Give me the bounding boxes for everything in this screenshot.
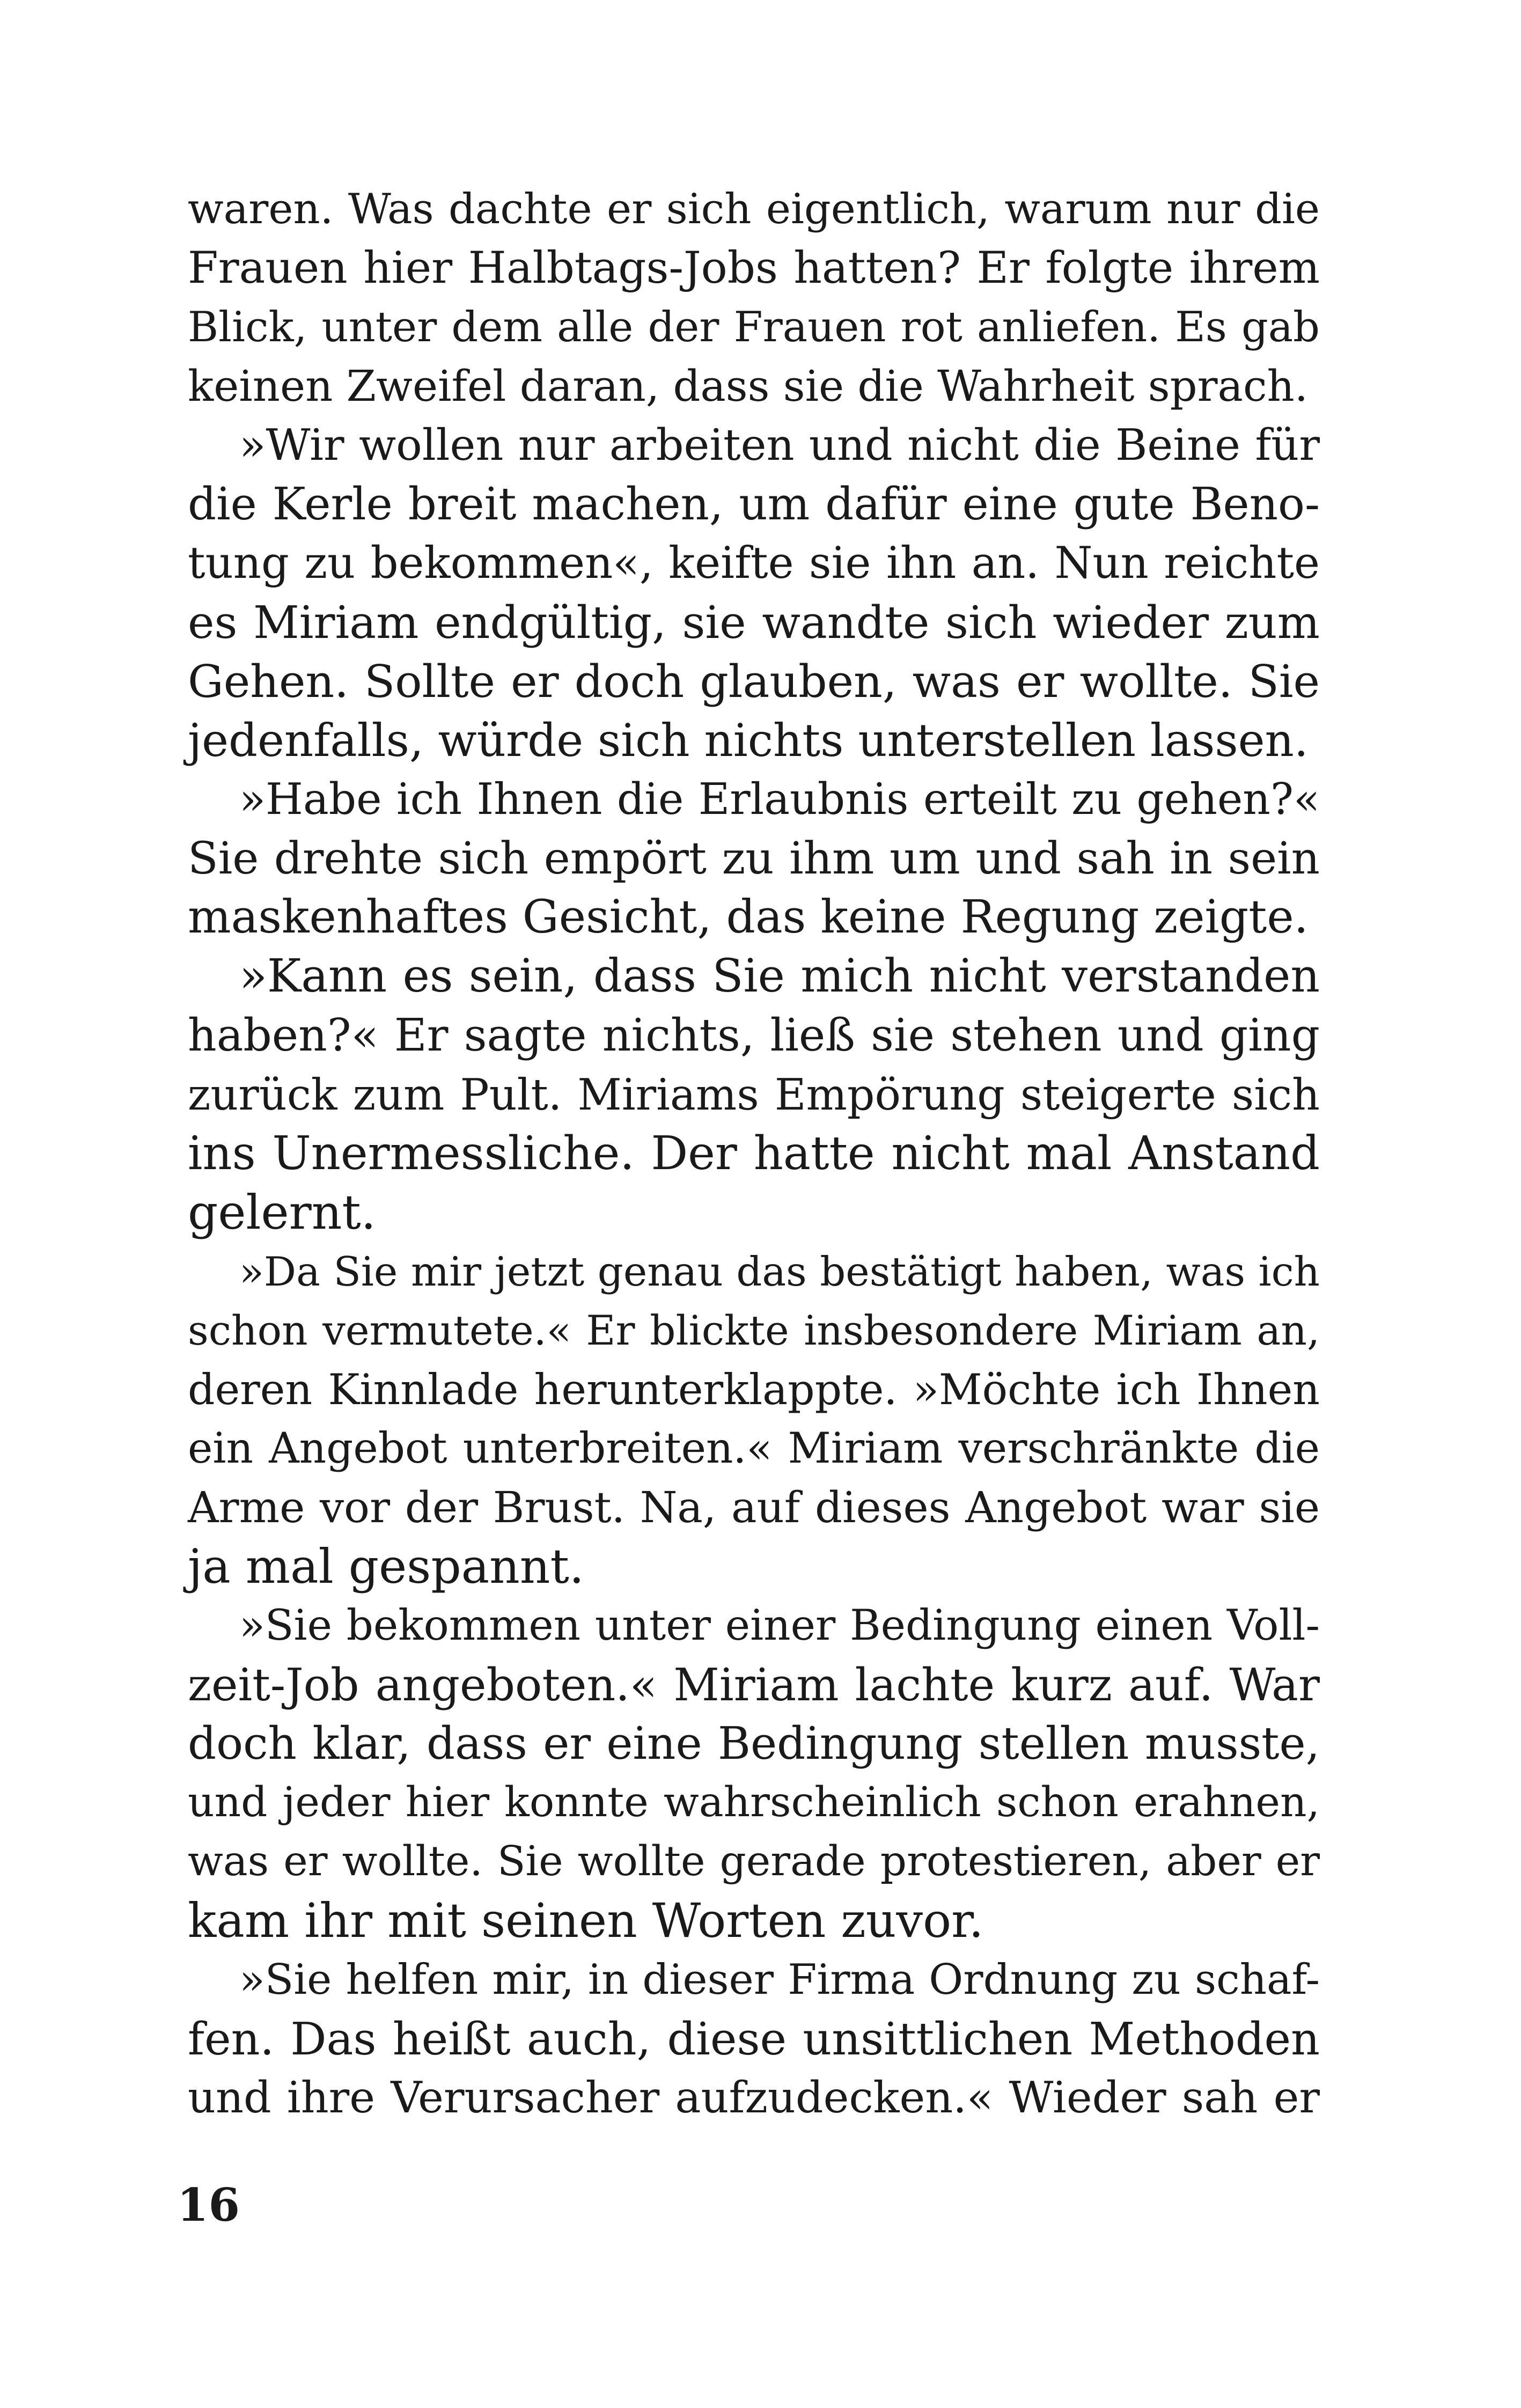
text-line: es Miriam endgültig, sie wandte sich wieder zum — [188, 596, 1320, 649]
text-line: zeit-Job angeboten.« Miriam lachte kurz auf. War — [188, 1658, 1320, 1711]
text-line: kam ihr mit seinen Worten zuvor. — [188, 1893, 984, 1948]
text-line: zurück zum Pult. Miriams Empörung steigerte sich — [188, 1069, 1320, 1120]
text-line: und jeder hier konnte wahrscheinlich schon erahnen, — [188, 1779, 1320, 1826]
text-line: Arme vor der Brust. Na, auf dieses Angebot war sie — [188, 1482, 1320, 1532]
text-line: »Wir wollen nur arbeiten und nicht die Beine für — [239, 420, 1320, 471]
text-line: schon vermutete.« Er blickte insbesondere Miriam an, — [188, 1307, 1320, 1354]
text-line: doch klar, dass er eine Bedingung stellen musste, — [188, 1717, 1320, 1770]
body-text — [188, 180, 1320, 2127]
text-line: Blick, unter dem alle der Frauen rot anliefen. Es gab — [188, 303, 1320, 351]
text-line: waren. Was dachte er sich eigentlich, warum nur die — [188, 185, 1320, 233]
text-line: ins Unermessliche. Der hatte nicht mal Anstand — [188, 1127, 1320, 1180]
text-line: maskenhaftes Gesicht, das keine Regung zeigte. — [188, 891, 1309, 944]
text-line: »Da Sie mir jetzt genau das bestätigt haben, was ich — [239, 1248, 1320, 1295]
text-line: »Sie bekommen unter einer Bedingung einen Voll- — [239, 1601, 1320, 1650]
text-line: und ihre Verursacher aufzudecken.« Wieder sah er — [188, 2073, 1320, 2123]
text-line: Sie drehte sich empört zu ihm um und sah in sein — [188, 832, 1320, 884]
text-line: gelernt. — [188, 1185, 376, 1240]
text-line: Gehen. Sollte er doch glauben, was er wollte. Sie — [188, 655, 1320, 708]
text-line: »Sie helfen mir, in dieser Firma Ordnung zu schaf- — [239, 1956, 1320, 2004]
text-line: jedenfalls, würde sich nichts unterstellen lassen. — [188, 714, 1309, 767]
text-line: haben?« Er sagte nichts, ließ sie stehen und ging — [188, 1009, 1320, 1061]
text-line: »Kann es sein, dass Sie mich nicht verstanden — [239, 950, 1320, 1003]
text-line: »Habe ich Ihnen die Erlaubnis erteilt zu gehen?« — [239, 774, 1320, 824]
text-line: ja mal gespannt. — [188, 1539, 584, 1594]
text-line: ein Angebot unterbreiten.« Miriam verschränkte die — [188, 1424, 1320, 1473]
text-line: deren Kinnlade herunterklappte. »Möchte ich Ihnen — [188, 1365, 1320, 1414]
text-line: fen. Das heißt auch, diese unsittlichen Methoden — [188, 2013, 1320, 2065]
text-line: tung zu bekommen«, keifte sie ihn an. Nun reichte — [188, 538, 1320, 589]
text-line: die Kerle breit machen, um dafür eine gute Beno- — [188, 478, 1320, 530]
text-line: was er wollte. Sie wollte gerade protestieren, aber er — [188, 1838, 1320, 1885]
text-line: Frauen hier Halbtags-Jobs hatten? Er folgte ihrem — [188, 243, 1320, 293]
text-line: keinen Zweifel daran, dass sie die Wahrheit sprach. — [188, 361, 1309, 411]
page-number: 16 — [177, 2178, 240, 2231]
